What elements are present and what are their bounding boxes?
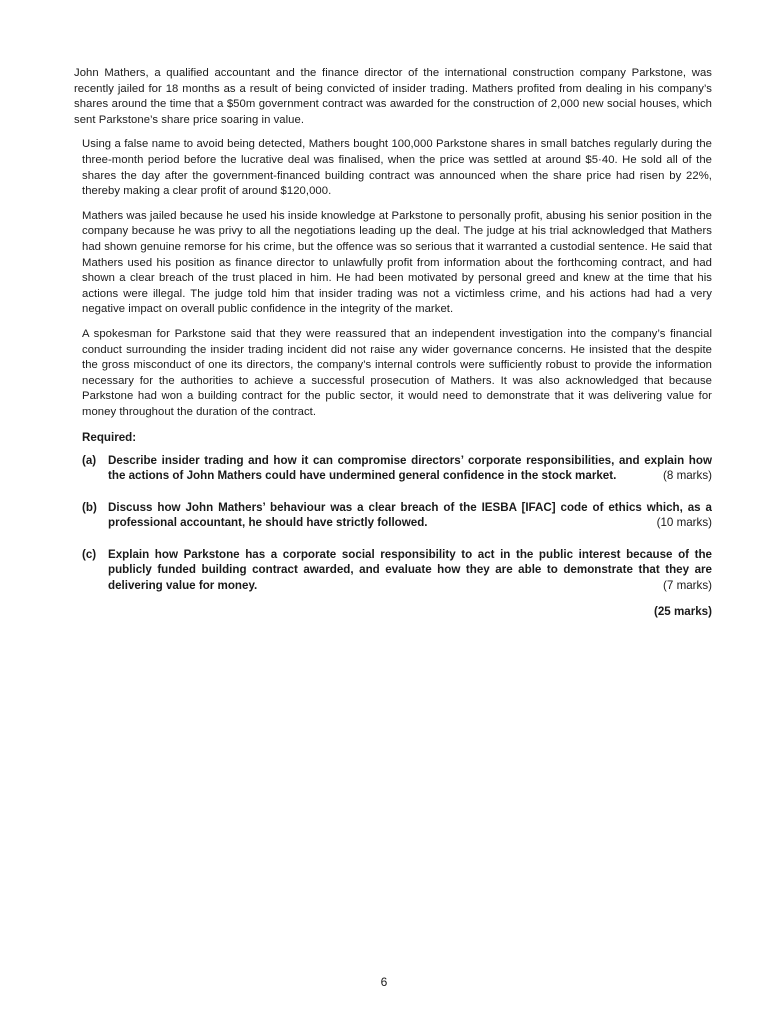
required-heading: Required:	[82, 431, 137, 445]
question-body	[108, 547, 712, 593]
question-text: Explain how Parkstone has a corporate social responsibility to act in the public interest because of the publicly funded building contract awarded, and evaluate how they are able to demonstrate that they are delivering value for money.	[108, 547, 712, 592]
page-number: 6	[380, 975, 388, 989]
total-marks: (25 marks)	[653, 604, 712, 618]
scenario-paragraph-3: Mathers was jailed because he used his inside knowledge at Parkstone to personally profit, abusing his senior position in the company because he was privy to all the negotiations leading up the deal. The judge at his trial acknowledged that Mathers had shown genuine remorse for his crime, but the offence was so serious that it warranted a custodial sentence. He said that Mathers used his position as finance director to unlawfully profit from information about the forthcoming contract, and had shown a clear breach of the trust placed in him. He had been motivated by personal greed and knew at the time that his actions were illegal. The judge told him that insider trading was not a victimless crime, and his actions had had a very negative impact on overall public confidence in the integrity of the market.	[82, 209, 712, 316]
scenario-paragraph-2: Using a false name to avoid being detected, Mathers bought 100,000 Parkstone shares in small batches regularly during the three-month period before the lucrative deal was finalised, when the price was settled at around $5·40. He sold all of the shares the day after the government-financed building contract was announced when the share price had risen by 22%, thereby making a clear profit of around $120,000.	[82, 138, 712, 198]
question-content	[74, 66, 712, 618]
scenario-paragraph-1: John Mathers, a qualified accountant and the finance director of the international construction company Parkstone, was recently jailed for 18 months as a result of being convicted of insider trading. Mathers profited from dealing in his company’s shares around the time that a $50m government contract was awarded for the construction of 2,000 new social houses, which sent Parkstone’s share price soaring in value.	[74, 67, 712, 126]
question-c	[82, 547, 712, 593]
question-marks: (8 marks)	[663, 469, 712, 483]
question-a	[82, 453, 712, 484]
question-text: Describe insider trading and how it can compromise directors’ corporate responsibilities, and explain how the actions of John Mathers could have undermined general confidence in the stock market.	[108, 454, 712, 483]
question-marks: (10 marks)	[656, 516, 712, 530]
question-label: (b)	[82, 500, 97, 514]
question-label: (c)	[82, 547, 97, 561]
question-b	[82, 500, 712, 531]
question-label: (a)	[82, 454, 97, 468]
question-body	[108, 453, 712, 484]
question-text: Discuss how John Mathers’ behaviour was a clear breach of the IESBA [IFAC] code of ethics which, as a professional accountant, he should have strictly followed.	[108, 500, 712, 530]
question-body	[108, 500, 712, 531]
scenario-paragraph-4: A spokesman for Parkstone said that they were reassured that an independent investigation into the company’s financial conduct surrounding the insider trading incident did not raise any wider governance concerns. He insisted that the despite the gross misconduct of one its directors, the company’s internal controls were sufficiently robust to provide the information necessary for the authorities to achieve a successful prosecution of Mathers. It was also acknowledged that because Parkstone had won a building contract for the public sector, it would need to demonstrate that it was delivering value for money throughout the duration of the contract.	[82, 327, 712, 418]
question-marks: (7 marks)	[663, 578, 712, 592]
